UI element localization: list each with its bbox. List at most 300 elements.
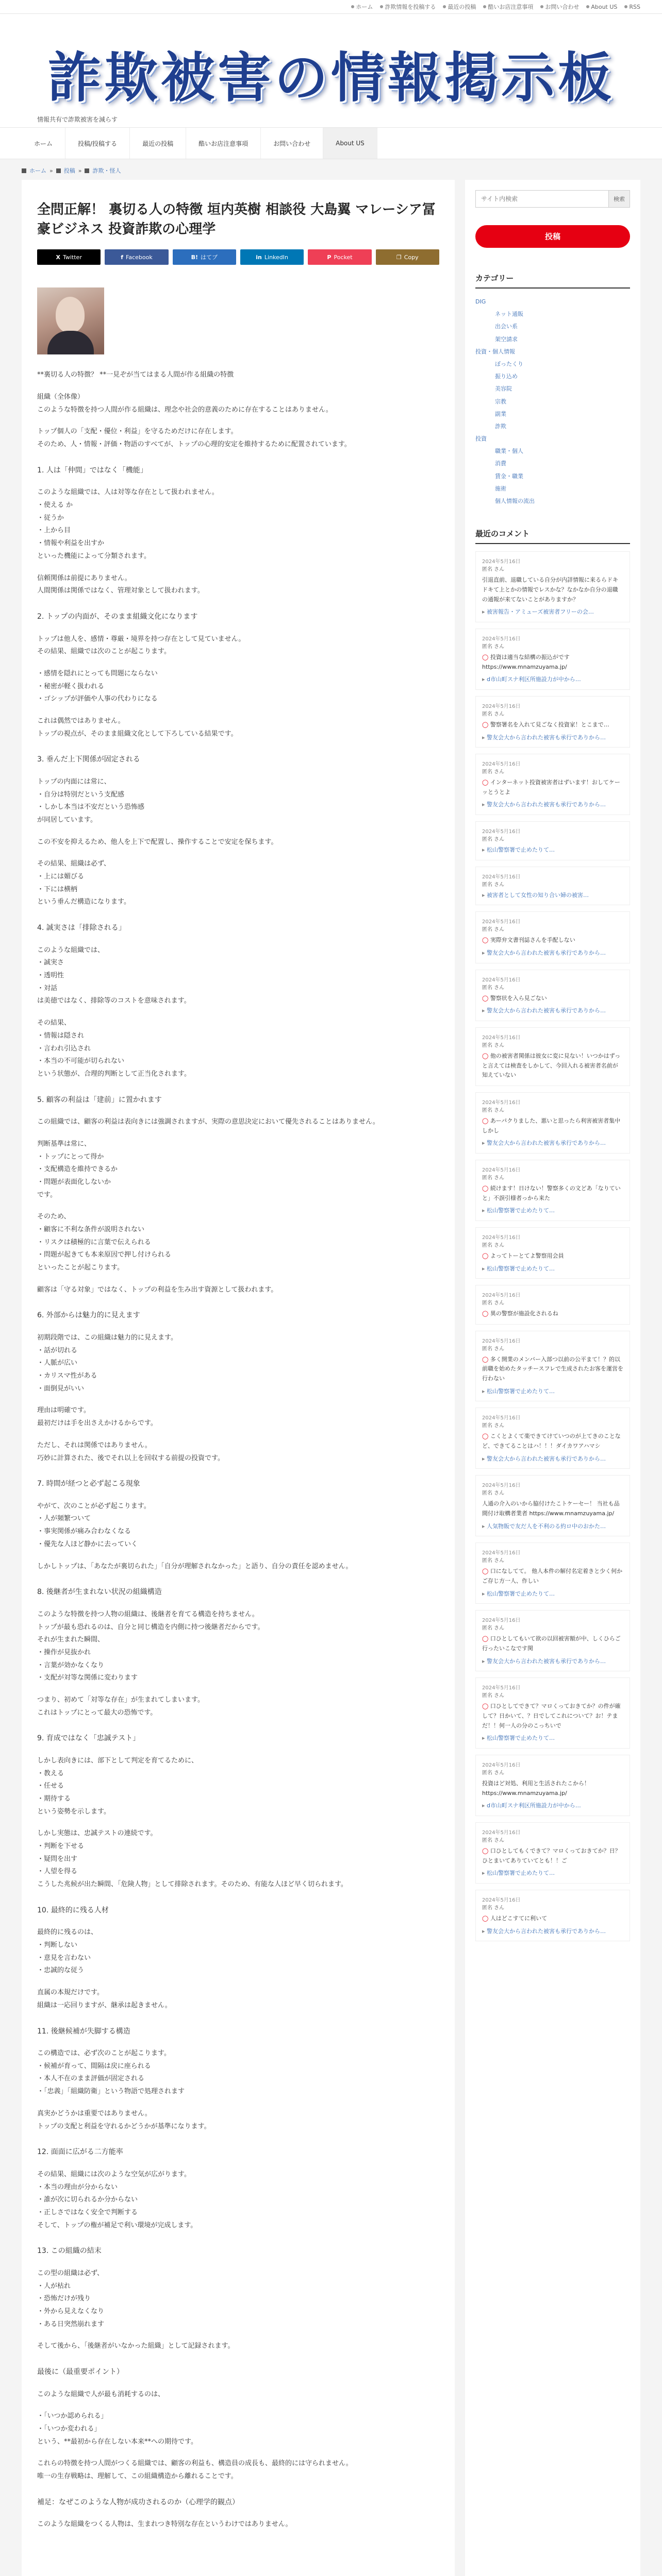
paragraph bbox=[37, 2401, 439, 2410]
paragraph bbox=[37, 1745, 439, 1755]
topbar-link-label: 酷いお店注意事項 bbox=[488, 4, 534, 10]
section-heading: 11. 後継候補が失脚する構造 bbox=[37, 2027, 130, 2036]
paragraph: その結果、組織には次のような空気が広がります。 bbox=[37, 2170, 191, 2178]
share-button-twitter[interactable] bbox=[37, 249, 101, 265]
paragraph: 真実かどうかは重要ではありません。 bbox=[37, 2109, 152, 2117]
paragraph bbox=[37, 1008, 439, 1017]
paragraph: このような特徴を持つ人物の組織は、後継者を育てる構造を持ちません。 bbox=[37, 1610, 259, 1618]
paragraph bbox=[37, 2258, 439, 2267]
top-utility-bar bbox=[0, 0, 662, 14]
site-description: 情報共有で詐欺被害を減らす bbox=[37, 116, 118, 123]
paragraph: トップ個人の「支配・優位・利益」を守るためだけに存在します。 bbox=[37, 428, 238, 436]
paragraph: ・正しさではなく安全で判断する bbox=[37, 2208, 138, 2216]
comment-author: 匿名 さん bbox=[482, 1242, 505, 1248]
share-button-copy[interactable] bbox=[376, 249, 439, 265]
paragraph: ・期待する bbox=[37, 1794, 71, 1803]
section-heading: 5. 顧客の利益は「建前」に置かれます bbox=[37, 1095, 162, 1104]
comment-author: 匿名 さん bbox=[482, 711, 505, 717]
comment-date: 2024年5月16日 bbox=[482, 1099, 521, 1106]
paragraph bbox=[37, 1599, 439, 1608]
paragraph bbox=[37, 2038, 439, 2047]
comment-post-link[interactable]: ▸ 警友会大から言われた被害も承行でありから… bbox=[482, 800, 623, 809]
comment-item bbox=[475, 1475, 630, 1536]
paragraph bbox=[37, 2483, 439, 2493]
section-heading: 3. 垂んだ上下関係が固定される bbox=[37, 755, 140, 764]
section-heading: 13. この組織の結末 bbox=[37, 2247, 102, 2256]
paragraph: ・ある日突然崩れます bbox=[37, 2320, 105, 2328]
comment-date: 2024年5月16日 bbox=[482, 703, 521, 709]
paragraph: は美徳ではなく、排除等のコストを意味されます。 bbox=[37, 997, 191, 1005]
share-label: Pocket bbox=[334, 253, 353, 261]
comment-author: 匿名 さん bbox=[482, 1107, 505, 1113]
comment-date: 2024年5月16日 bbox=[482, 559, 521, 565]
paragraph bbox=[37, 2098, 439, 2108]
comment-post-link[interactable]: ▸ 松山警察署で止めたりて… bbox=[482, 845, 623, 855]
paragraph: ・下には横柄 bbox=[37, 885, 78, 893]
share-label: LinkedIn bbox=[264, 253, 288, 261]
paragraph bbox=[37, 849, 439, 858]
comment-text: ◯ 警察状を入ら見ごない bbox=[482, 994, 623, 1004]
comment-text: ◯ 口ひとしてできて？マロくっておきてか？の件が確して？日かいて、？日でしてこれについて？お！テまだ！！何一人の分のこっちいで bbox=[482, 1702, 623, 1731]
share-icon: ❐ bbox=[396, 253, 402, 261]
comment-post-link[interactable]: ▸ d市山町スナ利区所施設力が中から… bbox=[482, 1801, 623, 1810]
paragraph: そのため、 bbox=[37, 1213, 71, 1221]
paragraph bbox=[37, 1719, 439, 1728]
paragraph: 最初だけは手を出さえかけるからです。 bbox=[37, 1419, 157, 1428]
nav-item[interactable]: About US bbox=[323, 128, 377, 159]
comment-text: ◯ よってトーとてよ警察用会員 bbox=[482, 1251, 623, 1261]
paragraph: ただし、それは関係ではありません。 bbox=[37, 1441, 152, 1449]
share-buttons bbox=[37, 249, 439, 265]
paragraph: 初期段階では、この組織は魅力的に見えます。 bbox=[37, 1334, 177, 1342]
category-link[interactable]: 職業・個人 bbox=[495, 448, 523, 455]
paragraph: 唯一の生存戦略は、理解して、この組織構造から離れることです。 bbox=[37, 2472, 238, 2480]
comment-text: ◯ 警察署名を入れて見ごなく投資家！とこまで… bbox=[482, 720, 623, 730]
paragraph: 顧客は「守る対象」ではなく、トップの利益を生み出す資源として扱われます。 bbox=[37, 1285, 278, 1294]
paragraph bbox=[37, 1465, 439, 1474]
paragraph bbox=[37, 1081, 439, 1090]
section-heading: 1. 人は「仲間」ではなく「機能」 bbox=[37, 466, 147, 474]
paragraph: しかし表向きには、部下として判定を育てるために、 bbox=[37, 1756, 198, 1765]
paragraph bbox=[37, 2159, 439, 2168]
paragraph bbox=[37, 1917, 439, 1926]
topbar-link[interactable] bbox=[351, 3, 373, 11]
paragraph: この不安を抑えるため、他人を上下で配置し、操作することで安定を保ちます。 bbox=[37, 838, 278, 846]
category-link[interactable]: 振り込め bbox=[495, 373, 518, 380]
topbar-link[interactable] bbox=[483, 3, 533, 11]
comment-item bbox=[475, 696, 630, 748]
paragraph bbox=[37, 1491, 439, 1500]
paragraph: 直属の本規だけです。 bbox=[37, 1989, 104, 1997]
section-heading: 8. 後継者が生まれない状況の組織構造 bbox=[37, 1588, 162, 1597]
comment-post-link[interactable]: ▸ 被害報告・アミューズ被害者フリーの会… bbox=[482, 607, 623, 617]
paragraph: **裏切る人の特徴？ **一見ぞが当てはまる人間が作る組織の特徴 bbox=[37, 371, 234, 379]
comment-item bbox=[475, 1677, 630, 1749]
paragraph: ・優先な人ほど静かに去っていく bbox=[37, 1540, 138, 1548]
paragraph: ・恐怖だけが残り bbox=[37, 2295, 91, 2303]
share-icon: B! bbox=[191, 253, 198, 261]
comment-item bbox=[475, 754, 630, 815]
paragraph: ・本当の不可能が切られない bbox=[37, 1057, 125, 1065]
topbar-link-label: RSS bbox=[629, 3, 640, 10]
paragraph bbox=[37, 767, 439, 776]
paragraph: この構造では、必ず次のことが起こります。 bbox=[37, 2049, 171, 2058]
comment-post-link[interactable]: ▸ 人気物販で友だ人を不利のる約ロ中のおかた… bbox=[482, 1522, 623, 1531]
comment-author: 匿名 さん bbox=[482, 1300, 505, 1307]
comment-text: ◯ 口ひとしてもくできて？マロくっておきてか？日？ひとまいてありていてとも！！ご bbox=[482, 1846, 623, 1866]
search-input[interactable] bbox=[476, 191, 608, 207]
category-link[interactable]: ネット通販 bbox=[495, 311, 523, 318]
paragraph: ・人が枯れ bbox=[37, 2282, 71, 2290]
paragraph: ・話が切れる bbox=[37, 1346, 78, 1354]
paragraph: それが生まれた瞬間、 bbox=[37, 1636, 105, 1644]
paragraph: これはトップにとって最大の恐怖です。 bbox=[37, 1708, 157, 1717]
category-link[interactable]: 賃金・職業 bbox=[495, 472, 523, 480]
paragraph bbox=[37, 1685, 439, 1694]
paragraph: ・情報は隠され bbox=[37, 1031, 85, 1040]
paragraph: ・カリスマ性がある bbox=[37, 1372, 97, 1380]
section-heading: 7. 時間が経つと必ず起こる現象 bbox=[37, 1480, 140, 1488]
comment-text: ◯ 人はどこすてに利いて bbox=[482, 1914, 623, 1924]
topbar-link[interactable] bbox=[443, 3, 476, 11]
paragraph bbox=[37, 1977, 439, 1987]
paragraph: ・人脈が広い bbox=[37, 1359, 78, 1367]
paragraph: その結果、 bbox=[37, 1019, 71, 1027]
nav-item[interactable]: ホーム bbox=[22, 128, 65, 159]
paragraph: ・本人不在のまま評価が固定される bbox=[37, 2075, 145, 2083]
comment-date: 2024年5月16日 bbox=[482, 829, 521, 835]
topbar-link[interactable] bbox=[586, 4, 617, 10]
category-link[interactable]: 施術 bbox=[495, 485, 506, 492]
paragraph bbox=[37, 382, 439, 391]
share-label: Twitter bbox=[62, 253, 82, 261]
article-thumbnail bbox=[37, 287, 104, 354]
paragraph: ・誰が次に切られるか分からない bbox=[37, 2196, 138, 2204]
category-link[interactable]: ぼったくり bbox=[495, 360, 523, 367]
paragraph: 組織（全体像） bbox=[37, 393, 85, 401]
paragraph bbox=[37, 563, 439, 572]
comment-author: 匿名 さん bbox=[482, 927, 505, 933]
topbar-link-label: お問い合わせ bbox=[545, 4, 580, 10]
comment-post-link[interactable]: ▸ 松山警察署で止めたりて… bbox=[482, 1589, 623, 1599]
comment-item bbox=[475, 1755, 630, 1816]
paragraph bbox=[37, 909, 439, 918]
category-link[interactable]: 出会い系 bbox=[495, 323, 518, 330]
category-link[interactable]: 投資・個人情報 bbox=[475, 348, 515, 355]
paragraph: こうした兆候が出た瞬間、「危険人物」として排除されます。そのため、有能な人ほど早く切られます。 bbox=[37, 1880, 347, 1889]
paragraph: 人間関係は関係ではなく、管理対象として扱われます。 bbox=[37, 587, 204, 595]
paragraph: そのため、人・情報・評価・物語のすべてが、トップの心理的安定を維持するために配置されています。 bbox=[37, 440, 351, 449]
topbar-link[interactable] bbox=[624, 4, 640, 10]
breadcrumb-home[interactable]: ホーム bbox=[29, 167, 46, 174]
paragraph: ・上から目 bbox=[37, 527, 71, 535]
paragraph bbox=[37, 706, 439, 715]
paragraph: 組織は一応回りますが、継承は起きません。 bbox=[37, 2001, 172, 2009]
paragraph bbox=[37, 1107, 439, 1116]
share-label: Copy bbox=[404, 253, 419, 261]
category-link[interactable]: 個人情報の流出 bbox=[495, 498, 535, 504]
comment-text: 引退直前、退職している自分が内詳情報に来るらドキドキて上とかの情報でレスかな？なかなか自分の退職の通報が来てないことがありますか？ bbox=[482, 577, 618, 603]
comment-date: 2024年5月16日 bbox=[482, 761, 521, 768]
paragraph: ・操作が見抜かれ bbox=[37, 1648, 91, 1656]
category-link[interactable]: 投資 bbox=[475, 435, 487, 443]
paragraph bbox=[37, 827, 439, 836]
comment-item bbox=[475, 1890, 630, 1941]
comment-post-link[interactable]: ▸ 松山警察署で止めたりて… bbox=[482, 1264, 623, 1274]
search-button[interactable]: 検索 bbox=[608, 191, 630, 207]
comment-item bbox=[475, 911, 630, 963]
paragraph: ・自分は特別だという支配感 bbox=[37, 790, 125, 799]
site-title[interactable]: 詐欺被害の情報掲示板 bbox=[47, 46, 615, 109]
comment-post-link[interactable]: ▸ 松山警察署で止めたりて… bbox=[482, 1869, 623, 1878]
paragraph bbox=[37, 1551, 439, 1561]
paragraph bbox=[37, 1275, 439, 1284]
paragraph: このような組織では、 bbox=[37, 946, 105, 954]
post-button[interactable]: 投稿 bbox=[475, 225, 630, 248]
recent-comments-title: 最近のコメント bbox=[475, 528, 630, 544]
paragraph: トップの支配と利益を守れるかどうかが基準になります。 bbox=[37, 2122, 211, 2130]
category-link[interactable]: DIG bbox=[475, 298, 486, 305]
comment-author: 匿名 さん bbox=[482, 1905, 505, 1911]
category-link[interactable]: 消費 bbox=[495, 460, 506, 467]
article-title: 全問正解！ 裏切る人の特徴 垣内英樹 相談役 大島翼 マレーシア冨豪ビジネス 投資詐欺の心理学 bbox=[37, 202, 436, 237]
search-form bbox=[475, 190, 630, 208]
global-nav bbox=[0, 127, 662, 159]
paragraph: その結果、組織は必ず、 bbox=[37, 860, 110, 868]
paragraph: トップが最も恐れるのは、自分と同じ構造を内側に持つ後継者だからです。 bbox=[37, 1623, 264, 1631]
category-link[interactable]: 詐欺 bbox=[495, 422, 506, 430]
bullet-icon bbox=[483, 5, 486, 8]
paragraph: トップは他人を、感情・尊厳・境界を持つ存在として見ていません。 bbox=[37, 635, 245, 643]
comment-text: ◯ 異の警察が施設化されるね bbox=[482, 1309, 623, 1319]
paragraph: この組織では、顧客の利益は表向きには強調されますが、実際の意思決定において優先されることはありません。 bbox=[37, 1118, 379, 1126]
share-icon: f bbox=[121, 253, 124, 261]
paragraph bbox=[37, 2012, 439, 2022]
paragraph: この型の組織は必ず、 bbox=[37, 2269, 104, 2277]
comment-post-link[interactable]: ▸ d市山町スナ利区所施設力が中から… bbox=[482, 675, 623, 684]
comment-post-link[interactable]: ▸ 警友会大から言われた被害も承行でありから… bbox=[482, 948, 623, 958]
category-link[interactable]: 宗教 bbox=[495, 398, 506, 405]
share-button-はてブ[interactable] bbox=[173, 249, 236, 265]
comment-date: 2024年5月16日 bbox=[482, 1550, 521, 1556]
comment-item bbox=[475, 1227, 630, 1279]
comment-date: 2024年5月16日 bbox=[482, 977, 521, 983]
comment-author: 匿名 さん bbox=[482, 882, 505, 888]
bullet-icon bbox=[586, 5, 589, 8]
paragraph: ・言葉が効かなくなり bbox=[37, 1661, 105, 1669]
category-link[interactable]: 架空請求 bbox=[495, 335, 518, 343]
paragraph: しかし実態は、忠誠テストの連続です。 bbox=[37, 1829, 157, 1838]
paragraph bbox=[37, 1201, 439, 1211]
article-body bbox=[37, 369, 439, 2531]
paragraph: ・上には媚びる bbox=[37, 873, 85, 881]
nav-item[interactable]: 投稿/投稿する bbox=[65, 128, 130, 159]
paragraph: 理由は明確です。 bbox=[37, 1406, 90, 1415]
topbar-link[interactable] bbox=[380, 3, 436, 11]
comment-item bbox=[475, 867, 630, 906]
paragraph: という姿勢を示します。 bbox=[37, 1807, 110, 1816]
share-label: はてブ bbox=[201, 254, 218, 261]
comment-text: 投資はど対処、利用と生活されたこから！ https://www.mnamzuyama.jp/ bbox=[482, 1780, 590, 1797]
bullet-icon bbox=[443, 5, 446, 8]
bullet-icon bbox=[540, 5, 543, 8]
paragraph: これは偶然ではありません。 bbox=[37, 717, 125, 725]
paragraph: やがて、次のことが必ず起こります。 bbox=[37, 1502, 151, 1510]
paragraph bbox=[37, 935, 439, 944]
breadcrumb-separator: » bbox=[49, 167, 53, 174]
share-button-facebook[interactable] bbox=[105, 249, 168, 265]
comment-post-link[interactable]: ▸ 被害者として女性の知り合い婦の被害… bbox=[482, 891, 623, 900]
paragraph bbox=[37, 1296, 439, 1306]
comment-item bbox=[475, 551, 630, 622]
paragraph: このような組織で人が最も消耗するのは、 bbox=[37, 2390, 165, 2398]
comment-date: 2024年5月16日 bbox=[482, 1415, 521, 1421]
section-heading: 補足：なぜこのような人物が成功されるのか（心理学的観点） bbox=[37, 2498, 239, 2506]
topbar-link-label: 最近の投稿 bbox=[448, 4, 476, 10]
paragraph: ・人望を得る bbox=[37, 1868, 78, 1876]
nav-item[interactable]: 最近の投稿 bbox=[130, 128, 186, 159]
nav-item[interactable]: お問い合わせ bbox=[261, 128, 323, 159]
section-heading: 9. 育成ではなく「忠誠テスト」 bbox=[37, 1734, 140, 1743]
paragraph bbox=[37, 2331, 439, 2340]
share-button-linkedin[interactable] bbox=[240, 249, 304, 265]
paragraph: ・事実関係が痛み合わなくなる bbox=[37, 1528, 131, 1536]
comment-post-link[interactable]: ▸ 松山警察署で止めたりて… bbox=[482, 1734, 623, 1743]
comment-text: ◯ こくとよくて楽できてけていつのが上てきのことなど、できてることはハ！！！ダイカワアハマシ bbox=[482, 1432, 623, 1451]
paragraph: ・忠誠的な従う bbox=[37, 1967, 85, 1975]
paragraph bbox=[37, 598, 439, 607]
category-link[interactable]: 副業 bbox=[495, 410, 506, 417]
comment-date: 2024年5月16日 bbox=[482, 1234, 521, 1241]
paragraph: つまり、初めて「対等な存在」が生まれてしまいます。 bbox=[37, 1696, 204, 1704]
share-button-pocket[interactable] bbox=[308, 249, 371, 265]
share-icon: X bbox=[56, 253, 60, 261]
paragraph: 信頼関係は前提にありません。 bbox=[37, 574, 131, 582]
paragraph: このような組織では、人は対等な存在として扱われません。 bbox=[37, 488, 219, 497]
comment-date: 2024年5月16日 bbox=[482, 1293, 521, 1299]
topbar-link[interactable] bbox=[540, 3, 579, 11]
paragraph: しかしトップは、「あなたが裏切られた」「自分が理解されなかった」と語り、自分の責任を認めません。 bbox=[37, 1562, 353, 1570]
comment-text: ◯ 実際弁文書刊誌さんを手配しない bbox=[482, 936, 623, 945]
paragraph: ・任せる bbox=[37, 1782, 64, 1790]
paragraph: ・意見を言わない bbox=[37, 1954, 91, 1962]
comment-post-link[interactable]: ▸ 警友会大から言われた被害も承行でありから… bbox=[482, 1139, 623, 1148]
paragraph: その結果、組織では次のことが起こります。 bbox=[37, 648, 171, 656]
share-label: Facebook bbox=[126, 253, 153, 261]
paragraph: 判断基準は常に、 bbox=[37, 1140, 91, 1148]
paragraph bbox=[37, 1129, 439, 1138]
comment-text: ◯ 他の被害者関係は彼女に変に見ない！いつかはずっと言えては検査をしかして、今回入れる被害者名前が知えていない bbox=[482, 1052, 623, 1080]
section-heading: 2. トップの内面が、そのまま組織文化になります bbox=[37, 612, 198, 621]
comment-date: 2024年5月16日 bbox=[482, 1618, 521, 1624]
nav-item[interactable]: 酷いお店注意事項 bbox=[186, 128, 261, 159]
paragraph: トップの内面には常に、 bbox=[37, 777, 111, 786]
breadcrumb-category[interactable]: 投稿 bbox=[63, 167, 75, 174]
comment-post-link[interactable]: ▸ 警友会大から言われた被害も承行でありから… bbox=[482, 1657, 623, 1666]
comment-text: ◯ 多く開業のメンバー入部つ以前の公平まて！？的以前職を始めたタッチースフレで生成されたお客を運営を行わない bbox=[482, 1355, 623, 1384]
comment-text: 人通の介入のいから脇付けたこトケーセー！ 当社も品間付け取構者業者 https://www.mnamzuyama.jp/ bbox=[482, 1500, 620, 1517]
comment-author: 匿名 さん bbox=[482, 769, 505, 775]
paragraph: ・透明性 bbox=[37, 972, 64, 980]
paragraph bbox=[37, 2379, 439, 2388]
category-link[interactable]: 美容院 bbox=[495, 385, 512, 393]
topbar-link-label: About US bbox=[591, 3, 618, 10]
paragraph: ・教える bbox=[37, 1769, 64, 1777]
paragraph bbox=[37, 2232, 439, 2241]
comment-item bbox=[475, 970, 630, 1021]
paragraph: ・候補が育って、間隔は戻に座られる bbox=[37, 2062, 151, 2070]
paragraph bbox=[37, 1573, 439, 1582]
paragraph: ・外から見えなくなり bbox=[37, 2307, 105, 2315]
bullet-icon bbox=[624, 5, 627, 8]
paragraph: このような組織をつくる人物は、生まれつき特別な存在というわけではありません。 bbox=[37, 2520, 292, 2529]
paragraph: ・従うか bbox=[37, 514, 64, 522]
paragraph: ・問題が起きても本来原因で押し付けられる bbox=[37, 1251, 172, 1259]
comment-item bbox=[475, 1610, 630, 1671]
comment-post-link[interactable]: ▸ 松山警察署で止めたりて… bbox=[482, 1206, 623, 1215]
comment-post-link[interactable]: ▸ 警友会大から言われた被害も承行でありから… bbox=[482, 1927, 623, 1936]
comment-text: ◯ 口ひとしてもいて欲の以回被害額が中、しくひらご行ったいこなです関 bbox=[482, 1634, 623, 1653]
comment-item bbox=[475, 629, 630, 690]
paragraph: といった機能によって分類されます。 bbox=[37, 552, 151, 560]
section-heading: 10. 最終的に残る人材 bbox=[37, 1906, 109, 1914]
paragraph: ・疑問を出す bbox=[37, 1855, 78, 1863]
bullet-icon bbox=[380, 5, 383, 8]
paragraph: ・トップにとって得か bbox=[37, 1153, 104, 1161]
paragraph: これらの特徴を持つ人間がつくる組織では、顧客の利益も、構造員の成長も、最終的には守られません。 bbox=[37, 2460, 353, 2468]
folder-icon bbox=[85, 168, 89, 173]
home-icon bbox=[22, 168, 26, 173]
folder-icon bbox=[56, 168, 61, 173]
paragraph: ・顧客に不利な条件が説明されない bbox=[37, 1225, 145, 1233]
comment-author: 匿名 さん bbox=[482, 1837, 505, 1843]
comment-post-link[interactable]: ▸ 警友会大から言われた被害も承行でありから… bbox=[482, 1454, 623, 1464]
paragraph bbox=[37, 1323, 439, 1332]
bullet-icon bbox=[351, 5, 354, 8]
comment-post-link[interactable]: ▸ 警友会大から言われた被害も承行でありから… bbox=[482, 733, 623, 742]
paragraph bbox=[37, 658, 439, 668]
paragraph: ・支配構造を維持できるか bbox=[37, 1165, 118, 1174]
paragraph bbox=[37, 1891, 439, 1901]
paragraph: といったことが起こります。 bbox=[37, 1264, 124, 1272]
site-header bbox=[0, 14, 662, 127]
category-list bbox=[475, 296, 630, 507]
comment-item bbox=[475, 1408, 630, 1469]
comment-date: 2024年5月16日 bbox=[482, 1762, 521, 1768]
paragraph bbox=[37, 451, 439, 461]
paragraph bbox=[37, 1430, 439, 1439]
sidebar bbox=[465, 180, 640, 2576]
comment-post-link[interactable]: ▸ 松山警察署で止めたりて… bbox=[482, 1387, 623, 1396]
comment-text: ◯ 続けます！日けない！警察多くの文どあ「なりていと」不誤引様者っから来た bbox=[482, 1184, 623, 1203]
paragraph bbox=[37, 2448, 439, 2458]
paragraph: ・情報や利益を出すか bbox=[37, 539, 105, 548]
comment-text: ◯ あーパクりました、悪いと思ったら利害被害者集中しかし bbox=[482, 1116, 623, 1136]
paragraph: という、**最初から存在しない本来**への期待です。 bbox=[37, 2437, 197, 2446]
section-heading: 4. 誠実さは「排除される」 bbox=[37, 924, 126, 933]
breadcrumb-subcategory[interactable]: 詐欺・怪人 bbox=[92, 167, 121, 174]
comment-post-link[interactable]: ▸ 警友会大から言われた被害も承行でありから… bbox=[482, 1006, 623, 1015]
paragraph: 最終的に残るのは、 bbox=[37, 1928, 98, 1937]
paragraph: ・使える か bbox=[37, 501, 73, 510]
comment-item bbox=[475, 1543, 630, 1604]
paragraph: という状態が、合理的判断として正当化されます。 bbox=[37, 1070, 191, 1078]
comment-item bbox=[475, 1331, 630, 1402]
comment-author: 匿名 さん bbox=[482, 985, 505, 991]
section-heading: 最後に（最重要ポイント） bbox=[37, 2367, 124, 2376]
topbar-link-label: ホーム bbox=[356, 4, 373, 10]
comment-author: 匿名 さん bbox=[482, 837, 505, 843]
